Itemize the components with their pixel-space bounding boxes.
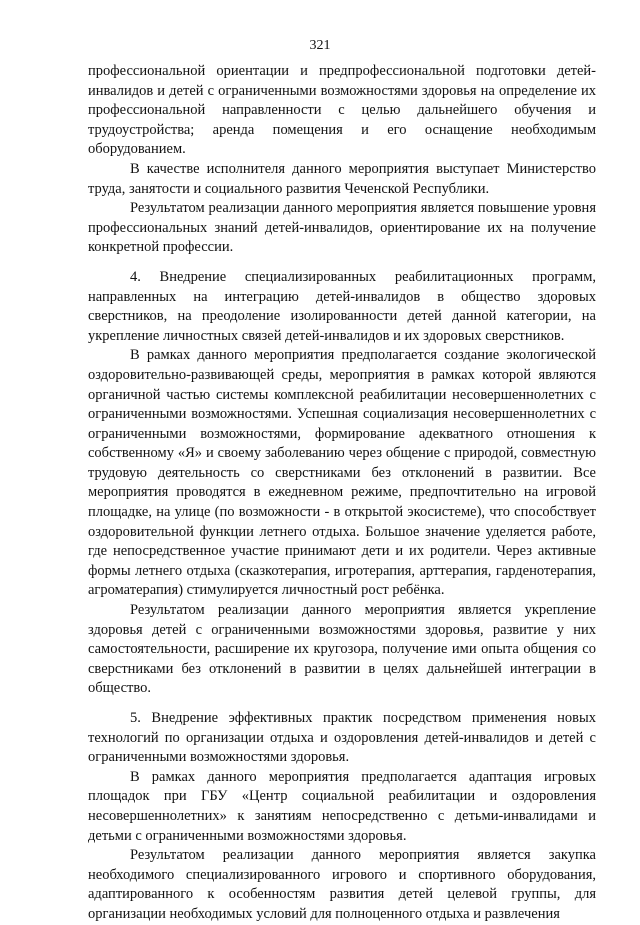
page-number: 321 [309, 38, 331, 53]
paragraph-result-4: Результатом реализации данного мероприятия является укрепление здоровья детей с ограниченными возможностями здоровья, развитие у них самостоятельности, расширение их кругозора, получение ими опыта общения со сверстниками без отклонений в развитии в целях дальнейшей интеграции в общество. [88, 602, 596, 697]
paragraph-item-5-description: В рамках данного мероприятия предполагается адаптация игровых площадок при ГБУ «Центр социальной реабилитации и оздоровления несовершеннолетних» к занятиям непосредственно с детьми-инвалидами и детьми с ограниченными возможностями здоровья. [88, 768, 596, 844]
paragraph-result-3: Результатом реализации данного мероприятия является повышение уровня профессиональных знаний детей-инвалидов, ориентирование их на получение конкретной профессии. [88, 200, 596, 256]
paragraph-item-4-description: В рамках данного мероприятия предполагается создание экологической оздоровительно-развивающей среды, мероприятия в рамках которой являются органичной частью системы комплексной реабилитации несовершеннолетних с ограниченными возможностями. Успешная социализация несовершеннолетних с ограниченными возможностями, формирование адекватного отношения к собственному «Я» и своему заболеванию через общение с природой, совместную трудовую деятельность со сверстниками без отклонений в развитии. Все мероприятия проводятся в ежедневном режиме, предпочтительно на игровой площадке, на улице (по возможности - в открытой экосистеме), что способствует оздоровительной функции летнего отдыха. Большое значение уделяется работе, где непосредственное участие принимают дети и их родители. Через активные формы летнего отдыха (сказкотерапия, игротерапия, арттерапия, гарденотерапия, агроматерапия) стимулируется личностный рост ребёнка. [88, 347, 596, 599]
document-body [88, 62, 596, 925]
paragraph-item-4-heading: 4. Внедрение специализированных реабилитационных программ, направленных на интеграцию детей-инвалидов в общество здоровых сверстников, на преодоление изолированности детей данной категории, на укрепление личностных связей детей-инвалидов и их здоровых сверстников. [88, 268, 596, 344]
paragraph-continuation: профессиональной ориентации и предпрофессиональной подготовки детей-инвалидов и детей с ограниченными возможностями здоровья на определение их профессиональной направленности с целью дальнейшего обучения и трудоустройства; аренда помещения и его оснащение необходимым оборудованием. [88, 63, 596, 158]
paragraph-executor: В качестве исполнителя данного мероприятия выступает Министерство труда, занятости и социального развития Чеченской Республики. [88, 160, 596, 197]
paragraph-result-5: Результатом реализации данного мероприятия является закупка необходимого специализированного игрового и спортивного оборудования, адаптированного к особенностям развития детей целевой группы, для организации необходимых условий для полноценного отдыха и развлечения [88, 847, 596, 922]
paragraph-item-5-heading: 5. Внедрение эффективных практик посредством применения новых технологий по организации отдыха и оздоровления детей-инвалидов и детей с ограниченными возможностями здоровья. [88, 710, 596, 766]
